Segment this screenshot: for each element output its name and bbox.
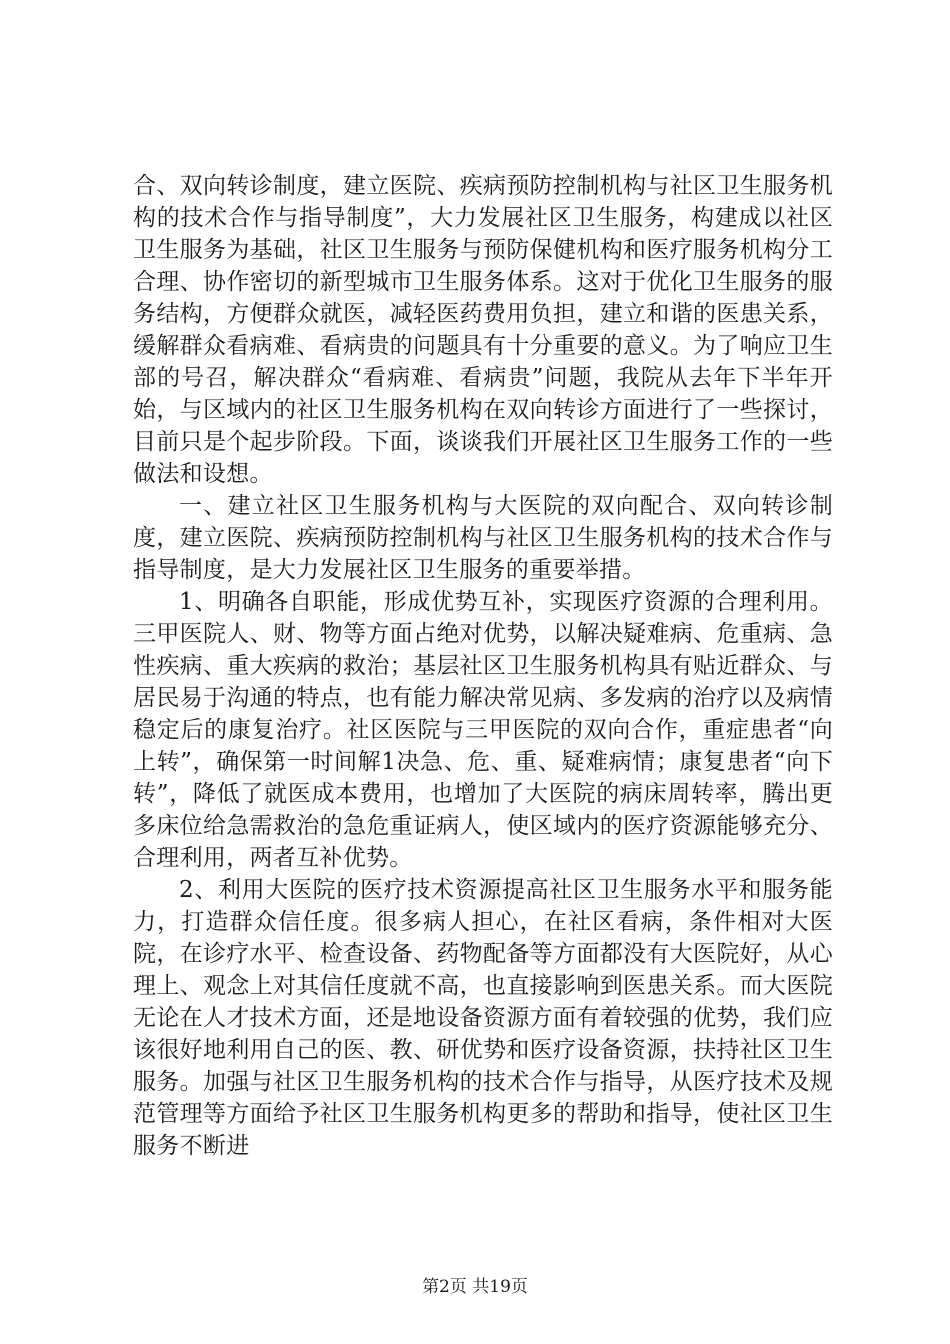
paragraph-point-two: 2、利用大医院的医疗技术资源提高社区卫生服务水平和服务能力，打造群众信任度。很多病人担心，在社区看病，条件相对大医院，在诊疗水平、检查设备、药物配备等方面都没有大医院好，从心理上、观念上对其信任度就不高，也直接影响到医患关系。而大医院无论在人才技术方面，还是地设备资源方面有着较强的优势，我们应该很好地利用自己的医、教、研优势和医疗设备资源，扶持社区卫生服务。加强与社区卫生服务机构的技术合作与指导，从医疗技术及规范管理等方面给予社区卫生服务机构更多的帮助和指导，使社区卫生服务不断进 [133, 877, 833, 1159]
paragraph-point-one: 1、明确各自职能，形成优势互补，实现医疗资源的合理利用。三甲医院人、财、物等方面占绝对优势，以解决疑难病、危重病、急性疾病、重大疾病的救治；基层社区卫生服务机构具有贴近群众、与居民易于沟通的特点，也有能力解决常见病、多发病的治疗以及病情稳定后的康复治疗。社区医院与三甲医院的双向合作，重症患者“向上转”，确保第一时间解1决急、危、重、疑难病情；康复患者“向下转”，降低了就医成本费用，也增加了大医院的病床周转率，腾出更多床位给急需救治的急危重证病人，使区域内的医疗资源能够充分、合理利用，两者互补优势。 [133, 589, 833, 871]
body-text [133, 170, 833, 1162]
page-number-footer: 第2页 共19页 [422, 1277, 528, 1297]
paragraph-intro: 合、双向转诊制度，建立医院、疾病预防控制机构与社区卫生服务机构的技术合作与指导制度”，大力发展社区卫生服务，构建成以社区卫生服务为基础，社区卫生服务与预防保健机构和医疗服务机构分工合理、协作密切的新型城市卫生服务体系。这对于优化卫生服务的服务结构，方便群众就医，减轻医药费用负担，建立和谐的医患关系，缓解群众看病难、看病贵的问题具有十分重要的意义。为了响应卫生部的号召，解决群众“看病难、看病贵”问题，我院从去年下半年开始，与区域内的社区卫生服务机构在双向转诊方面进行了一些探讨，目前只是个起步阶段。下面，谈谈我们开展社区卫生服务工作的一些做法和设想。 [133, 173, 833, 487]
paragraph-section-one: 一、建立社区卫生服务机构与大医院的双向配合、双向转诊制度，建立医院、疾病预防控制机构与社区卫生服务机构的技术合作与指导制度，是大力发展社区卫生服务的重要举措。 [133, 493, 833, 583]
